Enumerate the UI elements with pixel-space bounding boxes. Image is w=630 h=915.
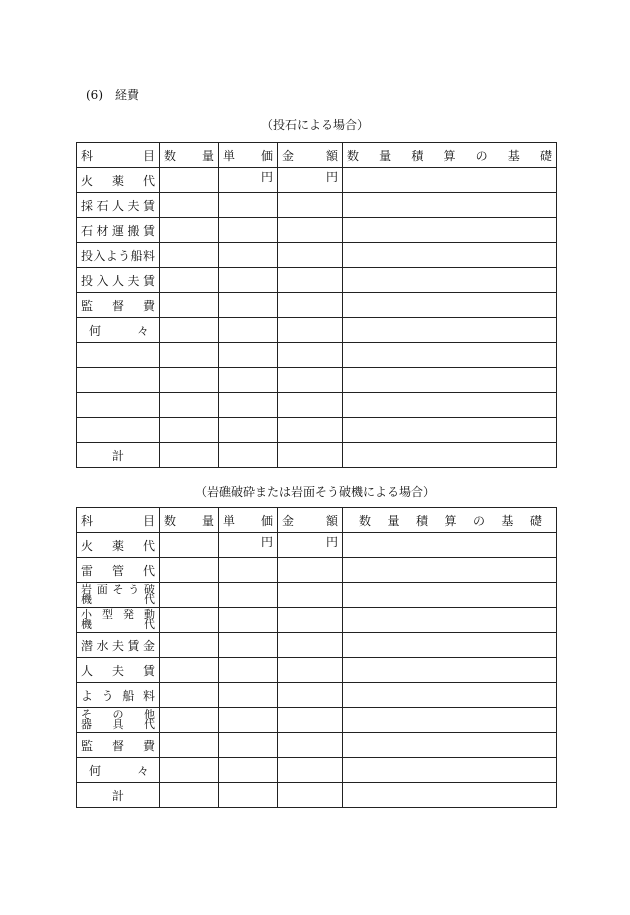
amount-cell: [278, 293, 343, 318]
quantity-cell: [160, 608, 219, 633]
basis-cell: [343, 533, 557, 558]
header-calculation-basis: 数 量 積 算 の 基 礎: [343, 508, 557, 533]
table-row: [77, 758, 557, 783]
unit-price-cell: [219, 268, 278, 293]
expense-table-reef-blasting: [76, 507, 557, 808]
table-row: [77, 658, 557, 683]
amount-cell: [278, 683, 343, 708]
basis-cell: [343, 368, 557, 393]
amount-cell: [278, 218, 343, 243]
unit-price-cell: [219, 218, 278, 243]
table-row: [77, 683, 557, 708]
table-row: [77, 533, 557, 558]
table-row: [77, 418, 557, 443]
header-row: [77, 143, 557, 168]
unit-price-cell: [219, 683, 278, 708]
unit-price-cell: [219, 658, 278, 683]
basis-cell: [343, 393, 557, 418]
quantity-cell: [160, 368, 219, 393]
unit-price-cell: [219, 393, 278, 418]
unit-price-cell: [219, 343, 278, 368]
amount-cell: [278, 443, 343, 468]
quantity-cell: [160, 218, 219, 243]
basis-cell: [343, 733, 557, 758]
unit-price-cell: [219, 558, 278, 583]
quantity-cell: [160, 683, 219, 708]
basis-cell: [343, 218, 557, 243]
item-cell: よ う 船 料: [77, 683, 160, 708]
header-row: [77, 508, 557, 533]
header-unit-price: 単 価: [219, 143, 278, 168]
amount-cell: [278, 193, 343, 218]
basis-cell: [343, 443, 557, 468]
item-cell: 投 入 人 夫 賃: [77, 268, 160, 293]
amount-cell: [278, 758, 343, 783]
quantity-cell: [160, 733, 219, 758]
table-row: [77, 343, 557, 368]
unit-price-cell: [219, 318, 278, 343]
total-row: [77, 783, 557, 808]
table2-caption: （岩礁破砕または岩面そう破機による場合）: [194, 485, 435, 499]
item-cell: 潜 水 夫 賃 金: [77, 633, 160, 658]
item-cell: 監 督 費: [77, 293, 160, 318]
table-row: [77, 193, 557, 218]
amount-cell: [278, 608, 343, 633]
basis-cell: [343, 708, 557, 733]
quantity-cell: [160, 558, 219, 583]
unit-price-cell: [219, 783, 278, 808]
header-amount: 金 額: [278, 143, 343, 168]
table-row: [77, 318, 557, 343]
quantity-cell: [160, 583, 219, 608]
unit-price-cell: [219, 418, 278, 443]
amount-cell: [278, 418, 343, 443]
basis-cell: [343, 758, 557, 783]
table-row: [77, 243, 557, 268]
quantity-cell: [160, 533, 219, 558]
unit-price-cell: [219, 583, 278, 608]
unit-price-cell: [219, 243, 278, 268]
unit-price-cell: [219, 443, 278, 468]
item-cell: 石 材 運 搬 賃: [77, 218, 160, 243]
quantity-cell: [160, 783, 219, 808]
basis-cell: [343, 243, 557, 268]
item-cell: 投 入 よ う 船 料: [77, 243, 160, 268]
amount-cell: [278, 633, 343, 658]
table-row: [77, 708, 557, 733]
amount-cell: [278, 783, 343, 808]
table-row: [77, 583, 557, 608]
amount-cell: [278, 393, 343, 418]
item-cell: 採 石 人 夫 賃: [77, 193, 160, 218]
unit-price-cell: [219, 733, 278, 758]
quantity-cell: [160, 393, 219, 418]
amount-cell: [278, 268, 343, 293]
item-cell: 監 督 費: [77, 733, 160, 758]
basis-cell: [343, 168, 557, 193]
item-cell: 雷 管 代: [77, 558, 160, 583]
header-quantity: 数 量: [160, 508, 219, 533]
quantity-cell: [160, 168, 219, 193]
amount-cell: [278, 343, 343, 368]
item-cell: [77, 393, 160, 418]
amount-cell: [278, 658, 343, 683]
quantity-cell: [160, 633, 219, 658]
amount-cell: [278, 708, 343, 733]
item-cell: 何 々: [77, 318, 160, 343]
amount-cell: 円: [278, 168, 343, 193]
quantity-cell: [160, 193, 219, 218]
basis-cell: [343, 558, 557, 583]
item-cell: [77, 368, 160, 393]
amount-cell: [278, 368, 343, 393]
quantity-cell: [160, 443, 219, 468]
amount-cell: [278, 583, 343, 608]
basis-cell: [343, 583, 557, 608]
table-row: [77, 733, 557, 758]
table-row: [77, 368, 557, 393]
unit-price-cell: [219, 633, 278, 658]
basis-cell: [343, 193, 557, 218]
quantity-cell: [160, 318, 219, 343]
item-cell: 小 型 発 動 機 代: [77, 608, 160, 633]
item-cell: 岩 面 そ う 破 機 代: [77, 583, 160, 608]
item-cell: [77, 343, 160, 368]
basis-cell: [343, 343, 557, 368]
basis-cell: [343, 608, 557, 633]
unit-price-cell: [219, 293, 278, 318]
item-cell: 火 薬 代: [77, 168, 160, 193]
header-calculation-basis: 数 量 積 算 の 基 礎: [343, 143, 557, 168]
unit-price-cell: [219, 608, 278, 633]
amount-cell: 円: [278, 533, 343, 558]
total-row: [77, 443, 557, 468]
unit-price-cell: 円: [219, 168, 278, 193]
item-cell: [77, 418, 160, 443]
basis-cell: [343, 268, 557, 293]
amount-cell: [278, 558, 343, 583]
table-row: [77, 393, 557, 418]
table-row: [77, 608, 557, 633]
amount-cell: [278, 243, 343, 268]
item-cell: 火 薬 代: [77, 533, 160, 558]
amount-cell: [278, 318, 343, 343]
unit-price-cell: [219, 758, 278, 783]
unit-price-cell: [219, 708, 278, 733]
header-item: 科 目: [77, 508, 160, 533]
table-row: [77, 633, 557, 658]
basis-cell: [343, 418, 557, 443]
basis-cell: [343, 683, 557, 708]
header-quantity: 数 量: [160, 143, 219, 168]
expense-table-stone-dumping: [76, 142, 557, 468]
item-cell: そ の 他 器 具 代: [77, 708, 160, 733]
header-amount: 金 額: [278, 508, 343, 533]
basis-cell: [343, 293, 557, 318]
unit-price-cell: [219, 193, 278, 218]
item-cell: 何 々: [77, 758, 160, 783]
basis-cell: [343, 658, 557, 683]
unit-price-cell: [219, 368, 278, 393]
basis-cell: [343, 318, 557, 343]
quantity-cell: [160, 293, 219, 318]
basis-cell: [343, 783, 557, 808]
unit-price-cell: 円: [219, 533, 278, 558]
header-unit-price: 単 価: [219, 508, 278, 533]
total-label: 計: [77, 783, 160, 808]
quantity-cell: [160, 268, 219, 293]
quantity-cell: [160, 658, 219, 683]
amount-cell: [278, 733, 343, 758]
item-cell: 人 夫 賃: [77, 658, 160, 683]
table1-caption: （投石による場合）: [260, 118, 369, 132]
basis-cell: [343, 633, 557, 658]
quantity-cell: [160, 708, 219, 733]
table-row: [77, 268, 557, 293]
quantity-cell: [160, 243, 219, 268]
quantity-cell: [160, 418, 219, 443]
header-item: 科 目: [77, 143, 160, 168]
total-label: 計: [77, 443, 160, 468]
quantity-cell: [160, 343, 219, 368]
table-row: [77, 293, 557, 318]
table-row: [77, 558, 557, 583]
table-row: [77, 218, 557, 243]
section-heading: (6) 経費: [86, 88, 139, 102]
table-row: [77, 168, 557, 193]
quantity-cell: [160, 758, 219, 783]
